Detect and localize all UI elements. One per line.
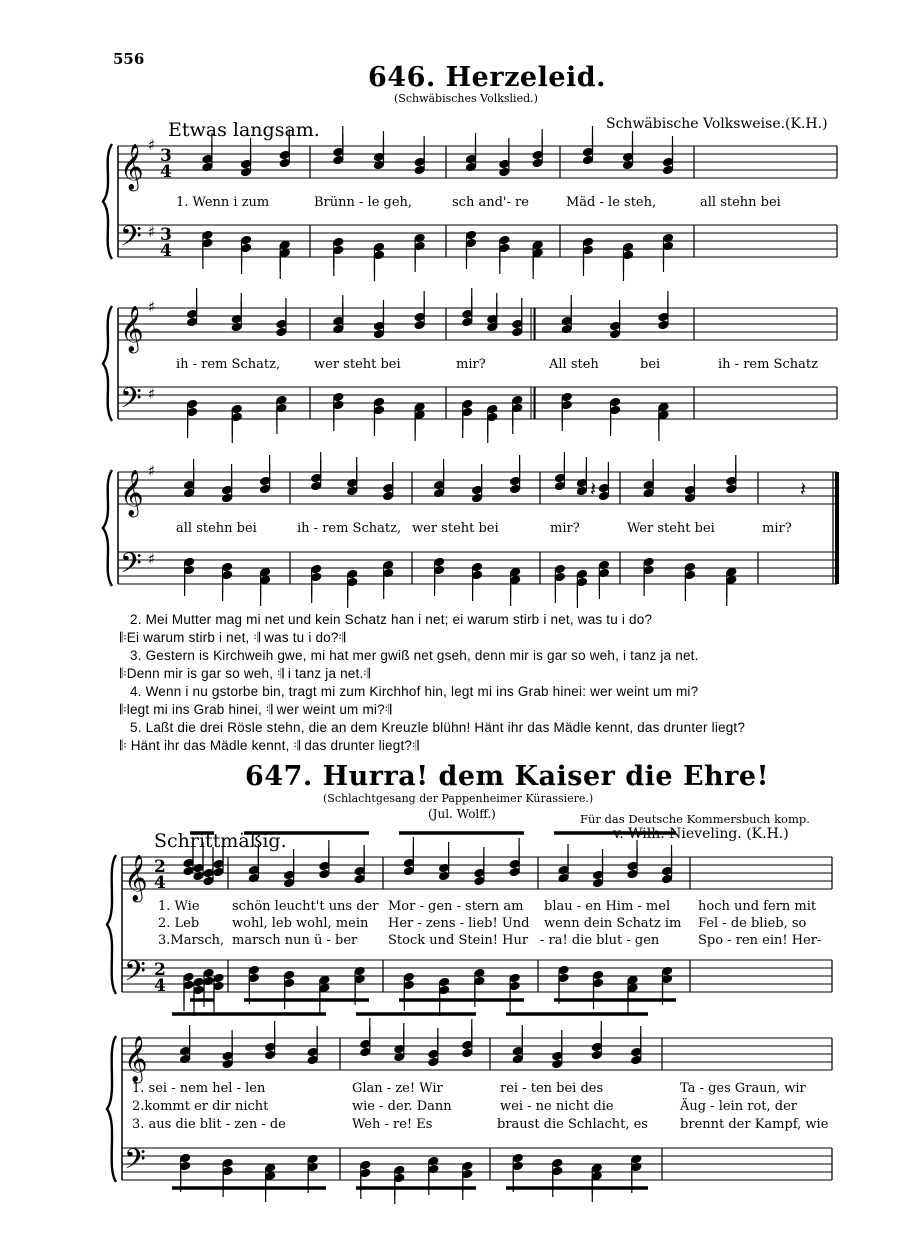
- brace: [107, 1036, 116, 1182]
- s2-sys2-label-1: 1. sei - nem hel - len: [132, 1081, 266, 1096]
- time-signature: 3: [160, 225, 172, 245]
- s1-sys3-lyric-6: mir?: [762, 521, 792, 536]
- s2-sys1-label-3: 3.Marsch,: [158, 933, 225, 948]
- treble-clef: 𝄞: [120, 306, 144, 352]
- s2-sys2-v3-m4: brennt der Kampf, wie: [680, 1117, 829, 1132]
- s2-sys2-label-2: 2.kommt er dir nicht: [132, 1099, 269, 1114]
- s2-sys1-label-2: 2. Leb: [158, 916, 200, 931]
- brace: [103, 306, 112, 421]
- s2-sys1-v1-m2: Mor - gen - stern am: [388, 899, 524, 914]
- sharp-sign: ♯: [148, 136, 156, 154]
- time-signature: 2: [154, 857, 166, 877]
- s2-sys1-v3-m4: Spo - ren ein! Her-: [698, 933, 822, 948]
- time-signature: 4: [154, 873, 166, 893]
- s1-sys1-lyric-4: Mäd - le steh,: [566, 195, 657, 210]
- bass-clef: 𝄢: [120, 547, 142, 587]
- s2-sys2-label-3: 3. aus die blit - zen - de: [132, 1117, 286, 1132]
- s1-sys2-lyric-2: wer steht bei: [314, 357, 401, 372]
- song2-subtitle: (Schlachtgesang der Pappenheimer Kürassiere.): [323, 792, 594, 805]
- s2-sys1-v1-m3: blau - en Him - mel: [544, 899, 671, 914]
- time-signature: 4: [160, 162, 172, 182]
- s1-sys2-lyric-5: bei: [640, 357, 661, 372]
- brace: [107, 855, 116, 994]
- s2-sys2-v3-m2: Weh - re! Es: [352, 1117, 433, 1132]
- song2-composer-line2: v. Wilh. Nieveling. (K.H.): [613, 826, 789, 842]
- song2-composer-line1: Für das Deutsche Kommersbuch komp.: [580, 812, 810, 826]
- song2-tempo: Schrittmäßig.: [154, 830, 287, 852]
- song2-poet: (Jul. Wolff.): [428, 807, 496, 821]
- s2-sys1-v1-m4: hoch und fern mit: [698, 899, 817, 914]
- treble-clef: 𝄞: [124, 855, 148, 901]
- s1-sys3-lyric-3: wer steht bei: [412, 521, 499, 536]
- rest: 𝄽: [800, 477, 807, 501]
- verse-5-line-2: 𝄆 Hänt ihr das Mädle kennt, 𝄇 das drunter liegt?𝄇: [120, 738, 419, 753]
- s2-sys2-v2-m3: wei - ne nicht die: [500, 1099, 614, 1114]
- verse-4-line-2: 𝄆legt mi ins Grab hinei, 𝄇 wer weint um mi?𝄇: [120, 702, 392, 717]
- rest: 𝄽: [590, 477, 597, 501]
- brace: [103, 144, 112, 259]
- s2-sys1-v3-m1: marsch nun ü - ber: [232, 933, 358, 948]
- s2-sys1-v3-m3: - ra! die blut - gen: [540, 933, 660, 948]
- s1-sys3-lyric-4: mir?: [550, 521, 580, 536]
- rest: 𝄽: [492, 313, 499, 337]
- time-signature: 4: [154, 976, 166, 996]
- s2-sys2-v3-m3: braust die Schlacht, es: [497, 1117, 648, 1132]
- verse-5-line-1: 5. Laßt die drei Rösle stehn, die an dem Kreuzle blühn! Hänt ihr das Mädle kennt, das drunter liegt?: [130, 720, 746, 735]
- s1-sys2-lyric-6: ih - rem Schatz: [718, 357, 818, 372]
- sharp-sign: ♯: [148, 550, 156, 568]
- s1-sys3-lyric-5: Wer steht bei: [627, 521, 715, 536]
- s2-sys2-v2-m2: wie - der. Dann: [352, 1099, 452, 1114]
- bass-clef: 𝄢: [124, 955, 146, 995]
- song1-subtitle: (Schwäbisches Volkslied.): [394, 92, 538, 105]
- brace: [103, 470, 112, 586]
- bass-clef: 𝄢: [120, 382, 142, 422]
- bass-clef: 𝄢: [124, 1143, 146, 1183]
- s1-sys2-lyric-1: ih - rem Schatz,: [176, 357, 281, 372]
- song1-title: 646. Herzeleid.: [368, 62, 607, 93]
- verse-4-line-1: 4. Wenn i nu gstorbe bin, tragt mi zum Kirchhof hin, legt mi ins Grab hinei: wer weint um mi?: [130, 684, 699, 699]
- s1-sys1-lyric-3: sch and'- re: [452, 195, 529, 210]
- verse-2-line-2: 𝄆Ei warum stirb i net, 𝄇 was tu i do?𝄇: [120, 630, 346, 645]
- treble-clef: 𝄞: [120, 470, 144, 516]
- verse-3-line-2: 𝄆Denn mir is gar so weh, 𝄇 i tanz ja net.𝄇: [120, 666, 371, 681]
- sharp-sign: ♯: [148, 385, 156, 403]
- s2-sys2-v1-m3: rei - ten bei des: [500, 1081, 604, 1096]
- s2-sys2-v1-m4: Ta - ges Graun, wir: [680, 1081, 806, 1096]
- s2-sys1-v1-m1: schön leucht't uns der: [232, 899, 379, 914]
- s1-sys1-lyric-2: Brünn - le geh,: [314, 195, 413, 210]
- sharp-sign: ♯: [148, 298, 156, 316]
- song2-title: 647. Hurra! dem Kaiser die Ehre!: [245, 761, 769, 792]
- s1-sys1-lyric-1: 1. Wenn i zum: [176, 195, 270, 210]
- verse-2-line-1: 2. Mei Mutter mag mi net und kein Schatz han i net; ei warum stirb i net, was tu i do?: [130, 612, 653, 627]
- page-number: 556: [113, 50, 145, 68]
- treble-clef: 𝄞: [124, 1036, 148, 1082]
- treble-clef: 𝄞: [120, 144, 144, 190]
- s2-sys1-v2-m1: wohl, leb wohl, mein: [232, 916, 369, 931]
- time-signature: 2: [154, 960, 166, 980]
- s2-sys1-v2-m2: Her - zens - lieb! Und: [388, 916, 530, 931]
- s1-sys3-lyric-2: ih - rem Schatz,: [297, 521, 402, 536]
- s2-sys1-label-1: 1. Wie: [158, 899, 200, 914]
- s1-sys3-lyric-1: all stehn bei: [176, 521, 257, 536]
- bass-clef: 𝄢: [120, 220, 142, 260]
- s1-sys2-lyric-3: mir?: [456, 357, 486, 372]
- time-signature: 3: [160, 146, 172, 166]
- s2-sys2-v2-m4: Äug - lein rot, der: [680, 1099, 798, 1114]
- song1-composer: Schwäbische Volksweise.(K.H.): [606, 116, 828, 132]
- s2-sys1-v2-m4: Fel - de blieb, so: [698, 916, 807, 931]
- sharp-sign: ♯: [148, 223, 156, 241]
- s1-sys2-lyric-4: All steh: [549, 357, 599, 372]
- song1-tempo: Etwas langsam.: [168, 119, 320, 141]
- time-signature: 4: [160, 241, 172, 261]
- sharp-sign: ♯: [148, 462, 156, 480]
- s1-sys1-lyric-5: all stehn bei: [700, 195, 781, 210]
- s2-sys1-v3-m2: Stock und Stein! Hur: [388, 933, 529, 948]
- verse-3-line-1: 3. Gestern is Kirchweih gwe, mi hat mer gwiß net gseh, denn mir is gar so weh, i tanz ja net.: [130, 648, 699, 663]
- s2-sys2-v1-m2: Glan - ze! Wir: [352, 1081, 443, 1096]
- s2-sys1-v2-m3: wenn dein Schatz im: [544, 916, 682, 931]
